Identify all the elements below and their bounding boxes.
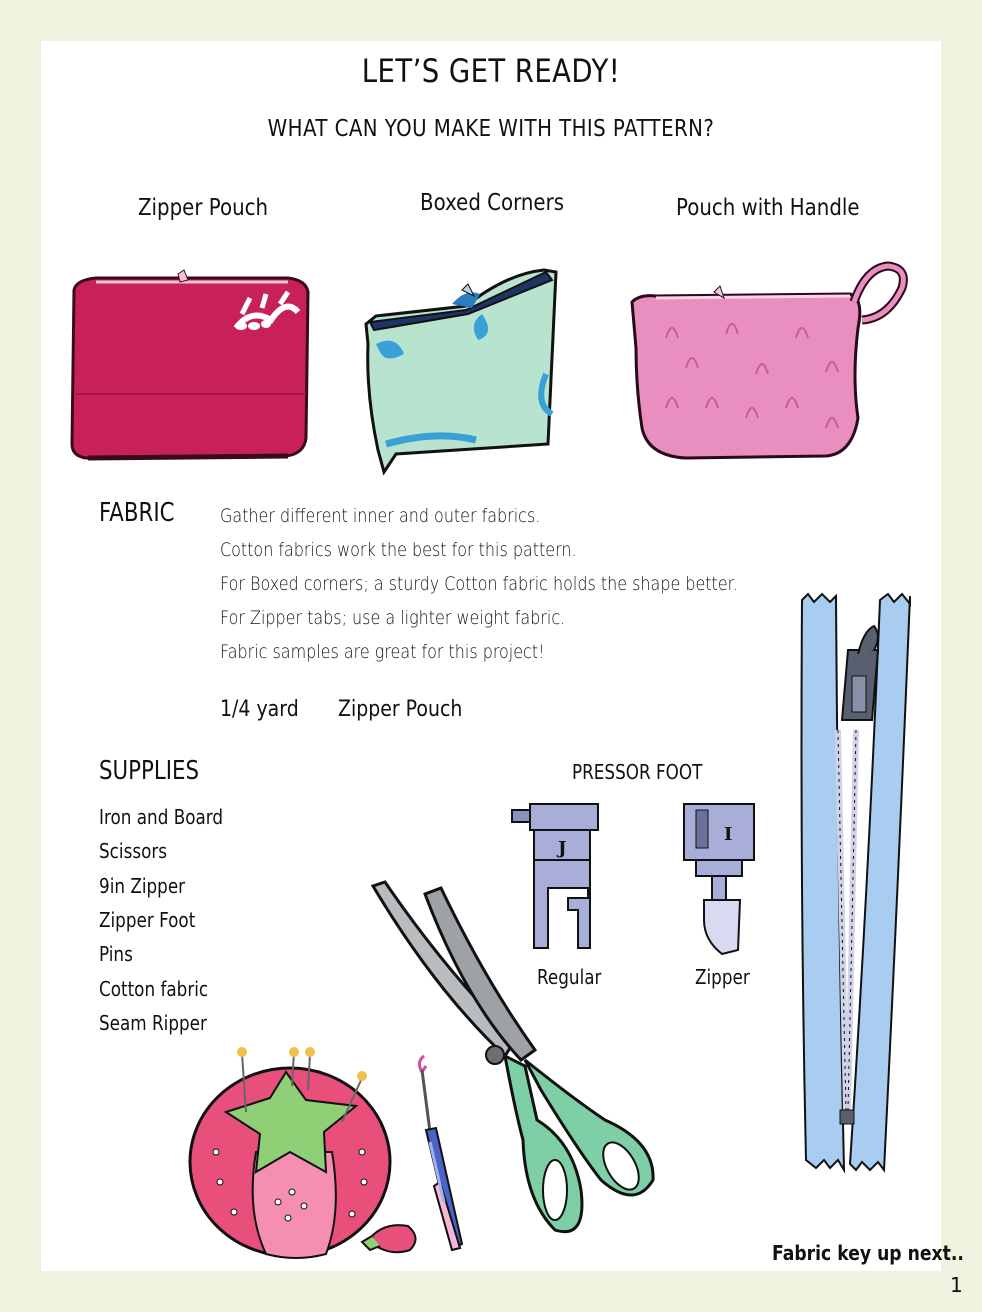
supply-item: Seam Ripper <box>99 1011 207 1035</box>
next-note: Fabric key up next.. <box>772 1241 964 1265</box>
regular-foot-letter: J <box>558 838 567 859</box>
project-label-zipper-pouch: Zipper Pouch <box>138 195 269 221</box>
zipper-foot-letter: I <box>724 824 733 845</box>
fabric-line: For Zipper tabs; use a lighter weight fabric. <box>220 607 566 629</box>
page-subtitle: WHAT CAN YOU MAKE WITH THIS PATTERN? <box>267 116 715 142</box>
zipper-pouch-image <box>66 268 316 468</box>
fabric-heading: FABRIC <box>99 498 175 528</box>
fabric-line: Gather different inner and outer fabrics. <box>220 505 541 527</box>
fabric-amount: 1/4 yard <box>220 697 299 722</box>
pouch-with-handle-image <box>626 258 876 468</box>
pincushion-icon <box>186 1042 436 1262</box>
zipper-icon <box>798 590 918 1182</box>
supply-item: Pins <box>99 942 133 966</box>
project-label-boxed-corners: Boxed Corners <box>420 190 565 216</box>
fabric-line: Fabric samples are great for this project! <box>220 641 545 663</box>
supply-item: Zipper Foot <box>99 908 196 932</box>
supply-item: Cotton fabric <box>99 977 209 1001</box>
supply-item: 9in Zipper <box>99 874 186 898</box>
supplies-heading: SUPPLIES <box>99 756 200 786</box>
page-number: 1 <box>950 1273 963 1297</box>
boxed-corners-image <box>356 254 576 474</box>
regular-foot-label: Regular <box>537 965 602 989</box>
pressor-foot-heading: PRESSOR FOOT <box>572 760 703 784</box>
fabric-amount-project: Zipper Pouch <box>338 697 463 722</box>
fabric-line: For Boxed corners; a sturdy Cotton fabric holds the shape better. <box>220 573 738 595</box>
zipper-foot-label: Zipper <box>695 965 750 989</box>
supply-item: Scissors <box>99 839 168 863</box>
project-label-pouch-with-handle: Pouch with Handle <box>676 195 860 221</box>
page-title: LET’S GET READY! <box>361 52 621 90</box>
supply-item: Iron and Board <box>99 805 224 829</box>
zipper-foot-icon <box>682 800 762 956</box>
fabric-line: Cotton fabrics work the best for this pattern. <box>220 539 577 561</box>
